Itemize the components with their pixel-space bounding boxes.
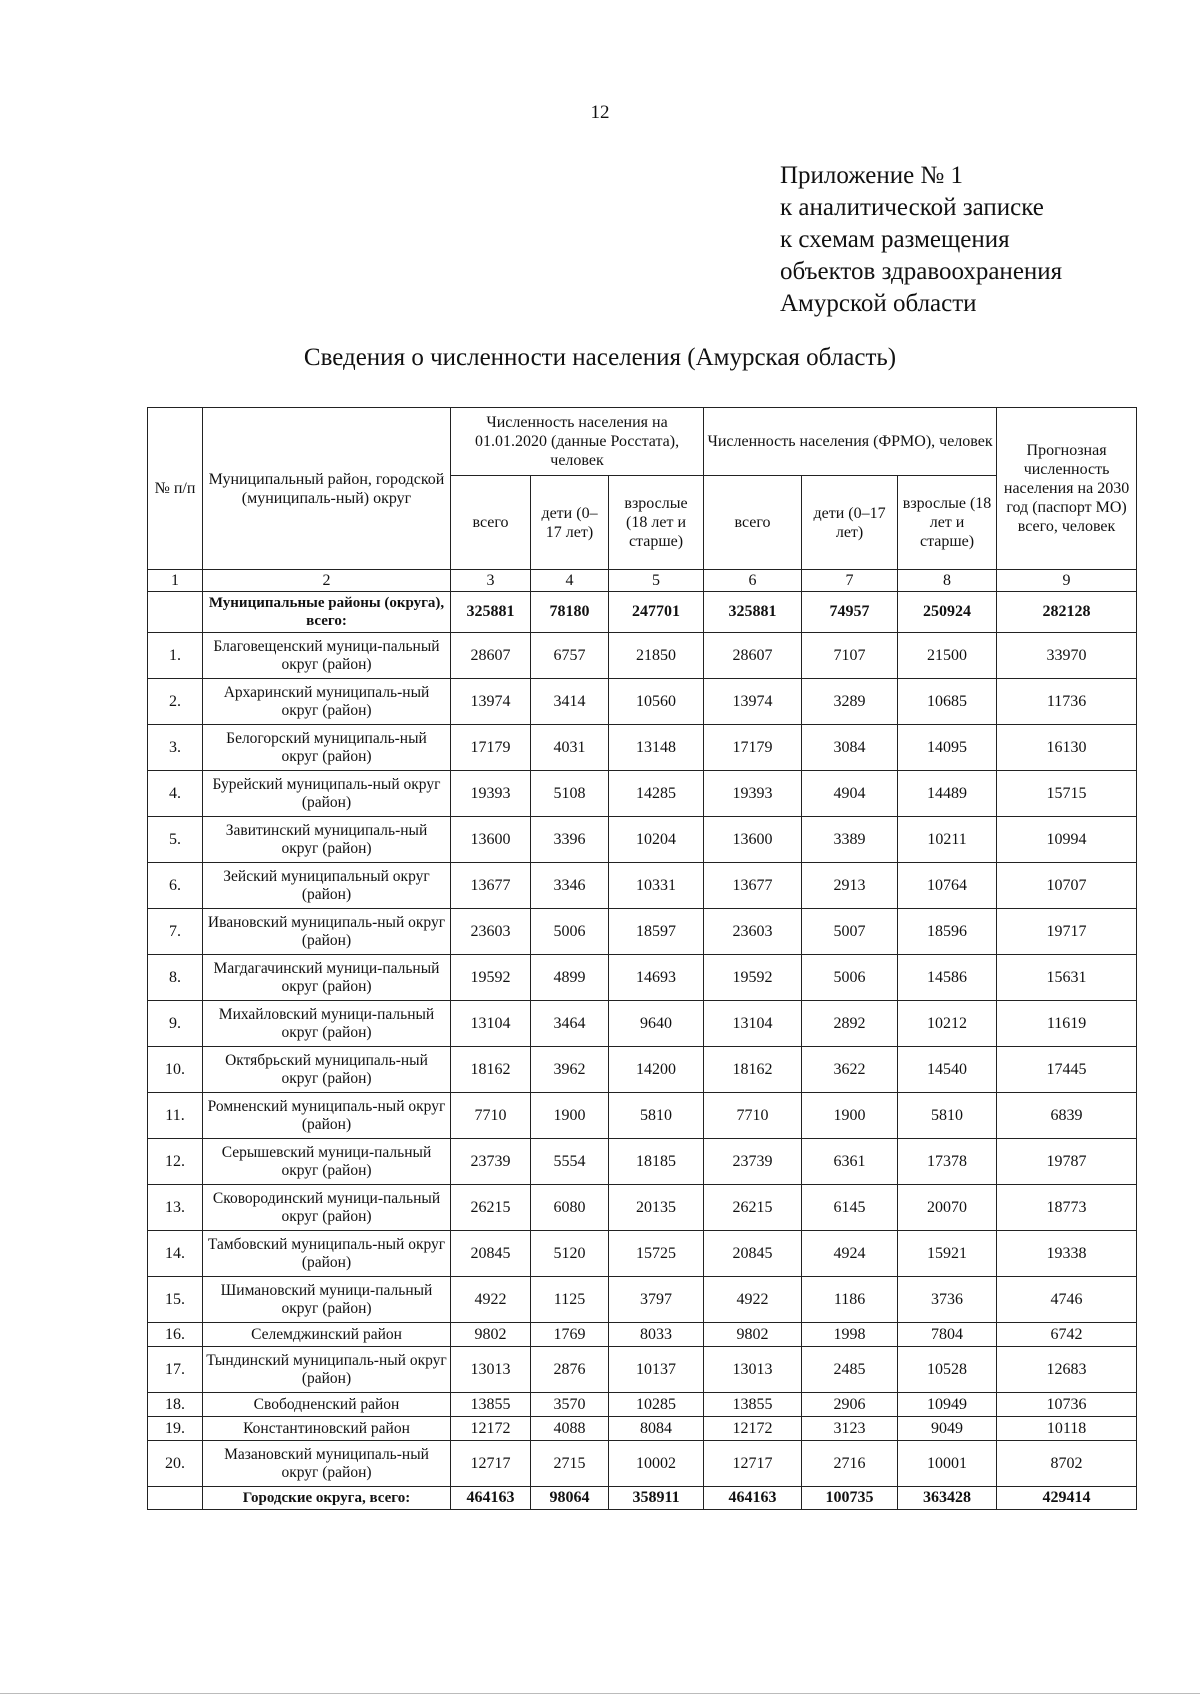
district-name-cell: Михайловский муници-пальный округ (район) — [203, 1001, 451, 1047]
value-cell: 5006 — [802, 955, 898, 1001]
value-cell: 13148 — [609, 725, 704, 771]
value-cell: 10137 — [609, 1347, 704, 1393]
district-name-cell: Благовещенский муници-пальный округ (район) — [203, 633, 451, 679]
value-cell: 28607 — [451, 633, 531, 679]
value-cell: 6361 — [802, 1139, 898, 1185]
value-cell: 19592 — [451, 955, 531, 1001]
district-row — [148, 1417, 1137, 1441]
value-cell: 8702 — [997, 1441, 1137, 1487]
row-number-cell: 7. — [148, 909, 203, 955]
value-cell: 18185 — [609, 1139, 704, 1185]
district-name-cell: Шимановский муници-пальный округ (район) — [203, 1277, 451, 1323]
value-cell: 20845 — [451, 1231, 531, 1277]
value-cell: 5120 — [531, 1231, 609, 1277]
value-cell: 3084 — [802, 725, 898, 771]
district-name-cell: Свободненский район — [203, 1393, 451, 1417]
value-cell: 5006 — [531, 909, 609, 955]
total-cell: 464163 — [704, 1487, 802, 1510]
district-name-cell: Селемджинский район — [203, 1323, 451, 1347]
district-row — [148, 817, 1137, 863]
value-cell: 19717 — [997, 909, 1137, 955]
value-cell: 14489 — [898, 771, 997, 817]
value-cell: 2485 — [802, 1347, 898, 1393]
row-number-cell: 10. — [148, 1047, 203, 1093]
district-name-cell: Завитинский муниципаль-ный округ (район) — [203, 817, 451, 863]
value-cell: 20845 — [704, 1231, 802, 1277]
value-cell: 10204 — [609, 817, 704, 863]
value-cell: 10949 — [898, 1393, 997, 1417]
appendix-line: Амурской области — [780, 290, 977, 317]
district-name-cell: Зейский муниципальный округ (район) — [203, 863, 451, 909]
city-total-row — [148, 1487, 1137, 1510]
value-cell: 6839 — [997, 1093, 1137, 1139]
value-cell: 17378 — [898, 1139, 997, 1185]
district-name-cell: Мазановский муниципаль-ный округ (район) — [203, 1441, 451, 1487]
total-cell: 464163 — [451, 1487, 531, 1510]
header-frmo: Численность населения (ФРМО), человек — [704, 408, 997, 476]
value-cell: 7710 — [704, 1093, 802, 1139]
value-cell: 2906 — [802, 1393, 898, 1417]
value-cell: 1186 — [802, 1277, 898, 1323]
value-cell: 10331 — [609, 863, 704, 909]
appendix-line: к схемам размещения — [780, 226, 1010, 253]
district-row — [148, 1323, 1137, 1347]
column-index: 3 — [451, 570, 531, 592]
row-number-cell: 8. — [148, 955, 203, 1001]
value-cell: 2913 — [802, 863, 898, 909]
row-number-cell — [148, 592, 203, 633]
row-number-cell — [148, 1487, 203, 1510]
value-cell: 19787 — [997, 1139, 1137, 1185]
population-table — [147, 407, 1137, 1510]
value-cell: 10001 — [898, 1441, 997, 1487]
total-cell: 429414 — [997, 1487, 1137, 1510]
row-number-cell: 19. — [148, 1417, 203, 1441]
value-cell: 18162 — [704, 1047, 802, 1093]
row-number-cell: 13. — [148, 1185, 203, 1231]
value-cell: 4088 — [531, 1417, 609, 1441]
total-cell: 363428 — [898, 1487, 997, 1510]
district-name-cell: Бурейский муниципаль-ный округ (район) — [203, 771, 451, 817]
value-cell: 18162 — [451, 1047, 531, 1093]
value-cell: 13677 — [704, 863, 802, 909]
scan-edge-line — [0, 1693, 1200, 1694]
district-name-cell: Белогорский муниципаль-ный округ (район) — [203, 725, 451, 771]
value-cell: 9802 — [451, 1323, 531, 1347]
value-cell: 10707 — [997, 863, 1137, 909]
total-cell: 98064 — [531, 1487, 609, 1510]
district-row — [148, 1231, 1137, 1277]
value-cell: 11619 — [997, 1001, 1137, 1047]
value-cell: 11736 — [997, 679, 1137, 725]
total-cell: 78180 — [531, 592, 609, 633]
value-cell: 3414 — [531, 679, 609, 725]
value-cell: 23603 — [704, 909, 802, 955]
value-cell: 14540 — [898, 1047, 997, 1093]
value-cell: 10211 — [898, 817, 997, 863]
district-row — [148, 1441, 1137, 1487]
value-cell: 12717 — [451, 1441, 531, 1487]
total-cell: 74957 — [802, 592, 898, 633]
value-cell: 8033 — [609, 1323, 704, 1347]
value-cell: 18597 — [609, 909, 704, 955]
value-cell: 4031 — [531, 725, 609, 771]
value-cell: 1125 — [531, 1277, 609, 1323]
value-cell: 5108 — [531, 771, 609, 817]
value-cell: 6080 — [531, 1185, 609, 1231]
value-cell: 13013 — [704, 1347, 802, 1393]
value-cell: 13600 — [704, 817, 802, 863]
district-name-cell: Ромненский муниципаль-ный округ (район) — [203, 1093, 451, 1139]
value-cell: 13013 — [451, 1347, 531, 1393]
district-row — [148, 1347, 1137, 1393]
value-cell: 20070 — [898, 1185, 997, 1231]
district-name-cell: Серышевский муници-пальный округ (район) — [203, 1139, 451, 1185]
value-cell: 4922 — [451, 1277, 531, 1323]
row-number-cell: 12. — [148, 1139, 203, 1185]
total-cell: 247701 — [609, 592, 704, 633]
page-number: 12 — [590, 102, 610, 123]
district-row — [148, 1393, 1137, 1417]
district-row — [148, 771, 1137, 817]
appendix-block — [780, 160, 1062, 320]
row-number-cell: 9. — [148, 1001, 203, 1047]
total-cell: 325881 — [451, 592, 531, 633]
value-cell: 13600 — [451, 817, 531, 863]
value-cell: 14586 — [898, 955, 997, 1001]
value-cell: 13677 — [451, 863, 531, 909]
value-cell: 33970 — [997, 633, 1137, 679]
header-children: дети (0–17 лет) — [802, 476, 898, 570]
value-cell: 4746 — [997, 1277, 1137, 1323]
value-cell: 4904 — [802, 771, 898, 817]
value-cell: 13104 — [704, 1001, 802, 1047]
value-cell: 26215 — [451, 1185, 531, 1231]
value-cell: 19338 — [997, 1231, 1137, 1277]
district-name-cell: Тындинский муниципаль-ный округ (район) — [203, 1347, 451, 1393]
value-cell: 1998 — [802, 1323, 898, 1347]
district-row — [148, 725, 1137, 771]
district-row — [148, 1093, 1137, 1139]
value-cell: 23739 — [451, 1139, 531, 1185]
row-number-cell: 5. — [148, 817, 203, 863]
district-row — [148, 1139, 1137, 1185]
value-cell: 10528 — [898, 1347, 997, 1393]
header-total: всего — [704, 476, 802, 570]
value-cell: 13104 — [451, 1001, 531, 1047]
value-cell: 21500 — [898, 633, 997, 679]
value-cell: 16130 — [997, 725, 1137, 771]
value-cell: 9049 — [898, 1417, 997, 1441]
header-total: всего — [451, 476, 531, 570]
row-number-cell: 20. — [148, 1441, 203, 1487]
row-number-cell: 18. — [148, 1393, 203, 1417]
value-cell: 10118 — [997, 1417, 1137, 1441]
value-cell: 5007 — [802, 909, 898, 955]
value-cell: 14095 — [898, 725, 997, 771]
value-cell: 14200 — [609, 1047, 704, 1093]
value-cell: 3346 — [531, 863, 609, 909]
value-cell: 15631 — [997, 955, 1137, 1001]
district-row — [148, 955, 1137, 1001]
row-number-cell: 6. — [148, 863, 203, 909]
value-cell: 13855 — [451, 1393, 531, 1417]
district-name-cell: Октябрьский муниципаль-ный округ (район) — [203, 1047, 451, 1093]
value-cell: 3396 — [531, 817, 609, 863]
value-cell: 10002 — [609, 1441, 704, 1487]
value-cell: 2892 — [802, 1001, 898, 1047]
value-cell: 13974 — [451, 679, 531, 725]
district-name-cell: Архаринский муниципаль-ный округ (район) — [203, 679, 451, 725]
appendix-line: к аналитической записке — [780, 194, 1044, 221]
value-cell: 3464 — [531, 1001, 609, 1047]
value-cell: 3797 — [609, 1277, 704, 1323]
value-cell: 2715 — [531, 1441, 609, 1487]
value-cell: 12683 — [997, 1347, 1137, 1393]
district-row — [148, 1001, 1137, 1047]
row-number-cell: 15. — [148, 1277, 203, 1323]
value-cell: 19393 — [451, 771, 531, 817]
value-cell: 15715 — [997, 771, 1137, 817]
row-number-cell: 4. — [148, 771, 203, 817]
district-name-cell: Сковородинский муници-пальный округ (район) — [203, 1185, 451, 1231]
value-cell: 19393 — [704, 771, 802, 817]
header-forecast: Прогнозная численность населения на 2030 год (паспорт МО) всего, человек — [997, 408, 1137, 570]
value-cell: 26215 — [704, 1185, 802, 1231]
row-number-cell: 2. — [148, 679, 203, 725]
district-row — [148, 863, 1137, 909]
value-cell: 7107 — [802, 633, 898, 679]
value-cell: 10994 — [997, 817, 1137, 863]
value-cell: 18596 — [898, 909, 997, 955]
header-rosstat: Численность населения на 01.01.2020 (данные Росстата), человек — [451, 408, 704, 476]
value-cell: 3622 — [802, 1047, 898, 1093]
district-row — [148, 1047, 1137, 1093]
value-cell: 1900 — [802, 1093, 898, 1139]
value-cell: 5554 — [531, 1139, 609, 1185]
value-cell: 1769 — [531, 1323, 609, 1347]
value-cell: 9802 — [704, 1323, 802, 1347]
district-row — [148, 633, 1137, 679]
appendix-line: объектов здравоохранения — [780, 258, 1063, 285]
row-number-cell: 11. — [148, 1093, 203, 1139]
district-row — [148, 909, 1137, 955]
value-cell: 6145 — [802, 1185, 898, 1231]
municipal-total-row — [148, 592, 1137, 633]
value-cell: 12717 — [704, 1441, 802, 1487]
total-cell: 100735 — [802, 1487, 898, 1510]
row-number-cell: 17. — [148, 1347, 203, 1393]
value-cell: 17179 — [704, 725, 802, 771]
district-name-cell: Константиновский район — [203, 1417, 451, 1441]
column-index: 8 — [898, 570, 997, 592]
value-cell: 1900 — [531, 1093, 609, 1139]
column-index: 6 — [704, 570, 802, 592]
header-children: дети (0–17 лет) — [531, 476, 609, 570]
value-cell: 14285 — [609, 771, 704, 817]
column-index: 2 — [203, 570, 451, 592]
column-index: 7 — [802, 570, 898, 592]
value-cell: 10212 — [898, 1001, 997, 1047]
value-cell: 7804 — [898, 1323, 997, 1347]
value-cell: 3736 — [898, 1277, 997, 1323]
value-cell: 6757 — [531, 633, 609, 679]
value-cell: 3289 — [802, 679, 898, 725]
municipal-total-label: Муниципальные районы (округа), всего: — [203, 592, 451, 633]
value-cell: 17445 — [997, 1047, 1137, 1093]
value-cell: 9640 — [609, 1001, 704, 1047]
row-number-cell: 14. — [148, 1231, 203, 1277]
header-adults: взрослые (18 лет и старше) — [898, 476, 997, 570]
value-cell: 5810 — [898, 1093, 997, 1139]
value-cell: 18773 — [997, 1185, 1137, 1231]
header-num: № п/п — [148, 408, 203, 570]
district-row — [148, 679, 1137, 725]
header-name: Муниципальный район, городской (муниципаль-ный) округ — [203, 408, 451, 570]
value-cell: 15921 — [898, 1231, 997, 1277]
value-cell: 3570 — [531, 1393, 609, 1417]
city-total-label: Городские округа, всего: — [203, 1487, 451, 1510]
header-adults: взрослые (18 лет и старше) — [609, 476, 704, 570]
value-cell: 12172 — [451, 1417, 531, 1441]
value-cell: 6742 — [997, 1323, 1137, 1347]
value-cell: 12172 — [704, 1417, 802, 1441]
row-number-cell: 16. — [148, 1323, 203, 1347]
document-title: Сведения о численности населения (Амурская область) — [303, 344, 897, 371]
value-cell: 4922 — [704, 1277, 802, 1323]
value-cell: 19592 — [704, 955, 802, 1001]
district-name-cell: Магдагачинский муници-пальный округ (район) — [203, 955, 451, 1001]
value-cell: 4899 — [531, 955, 609, 1001]
district-name-cell: Ивановский муниципаль-ный округ (район) — [203, 909, 451, 955]
district-row — [148, 1277, 1137, 1323]
value-cell: 13855 — [704, 1393, 802, 1417]
value-cell: 17179 — [451, 725, 531, 771]
value-cell: 8084 — [609, 1417, 704, 1441]
value-cell: 20135 — [609, 1185, 704, 1231]
value-cell: 7710 — [451, 1093, 531, 1139]
row-number-cell: 3. — [148, 725, 203, 771]
value-cell: 23739 — [704, 1139, 802, 1185]
total-cell: 358911 — [609, 1487, 704, 1510]
value-cell: 10285 — [609, 1393, 704, 1417]
value-cell: 13974 — [704, 679, 802, 725]
value-cell: 10764 — [898, 863, 997, 909]
value-cell: 2876 — [531, 1347, 609, 1393]
column-index: 9 — [997, 570, 1137, 592]
value-cell: 3389 — [802, 817, 898, 863]
column-index: 4 — [531, 570, 609, 592]
value-cell: 15725 — [609, 1231, 704, 1277]
value-cell: 10560 — [609, 679, 704, 725]
total-cell: 250924 — [898, 592, 997, 633]
value-cell: 3123 — [802, 1417, 898, 1441]
value-cell: 2716 — [802, 1441, 898, 1487]
value-cell: 5810 — [609, 1093, 704, 1139]
value-cell: 28607 — [704, 633, 802, 679]
row-number-cell: 1. — [148, 633, 203, 679]
column-index: 5 — [609, 570, 704, 592]
district-name-cell: Тамбовский муниципаль-ный округ (район) — [203, 1231, 451, 1277]
value-cell: 14693 — [609, 955, 704, 1001]
total-cell: 325881 — [704, 592, 802, 633]
district-row — [148, 1185, 1137, 1231]
value-cell: 3962 — [531, 1047, 609, 1093]
value-cell: 23603 — [451, 909, 531, 955]
value-cell: 10685 — [898, 679, 997, 725]
appendix-line: Приложение № 1 — [780, 162, 964, 189]
value-cell: 4924 — [802, 1231, 898, 1277]
column-index: 1 — [148, 570, 203, 592]
value-cell: 10736 — [997, 1393, 1137, 1417]
value-cell: 21850 — [609, 633, 704, 679]
total-cell: 282128 — [997, 592, 1137, 633]
